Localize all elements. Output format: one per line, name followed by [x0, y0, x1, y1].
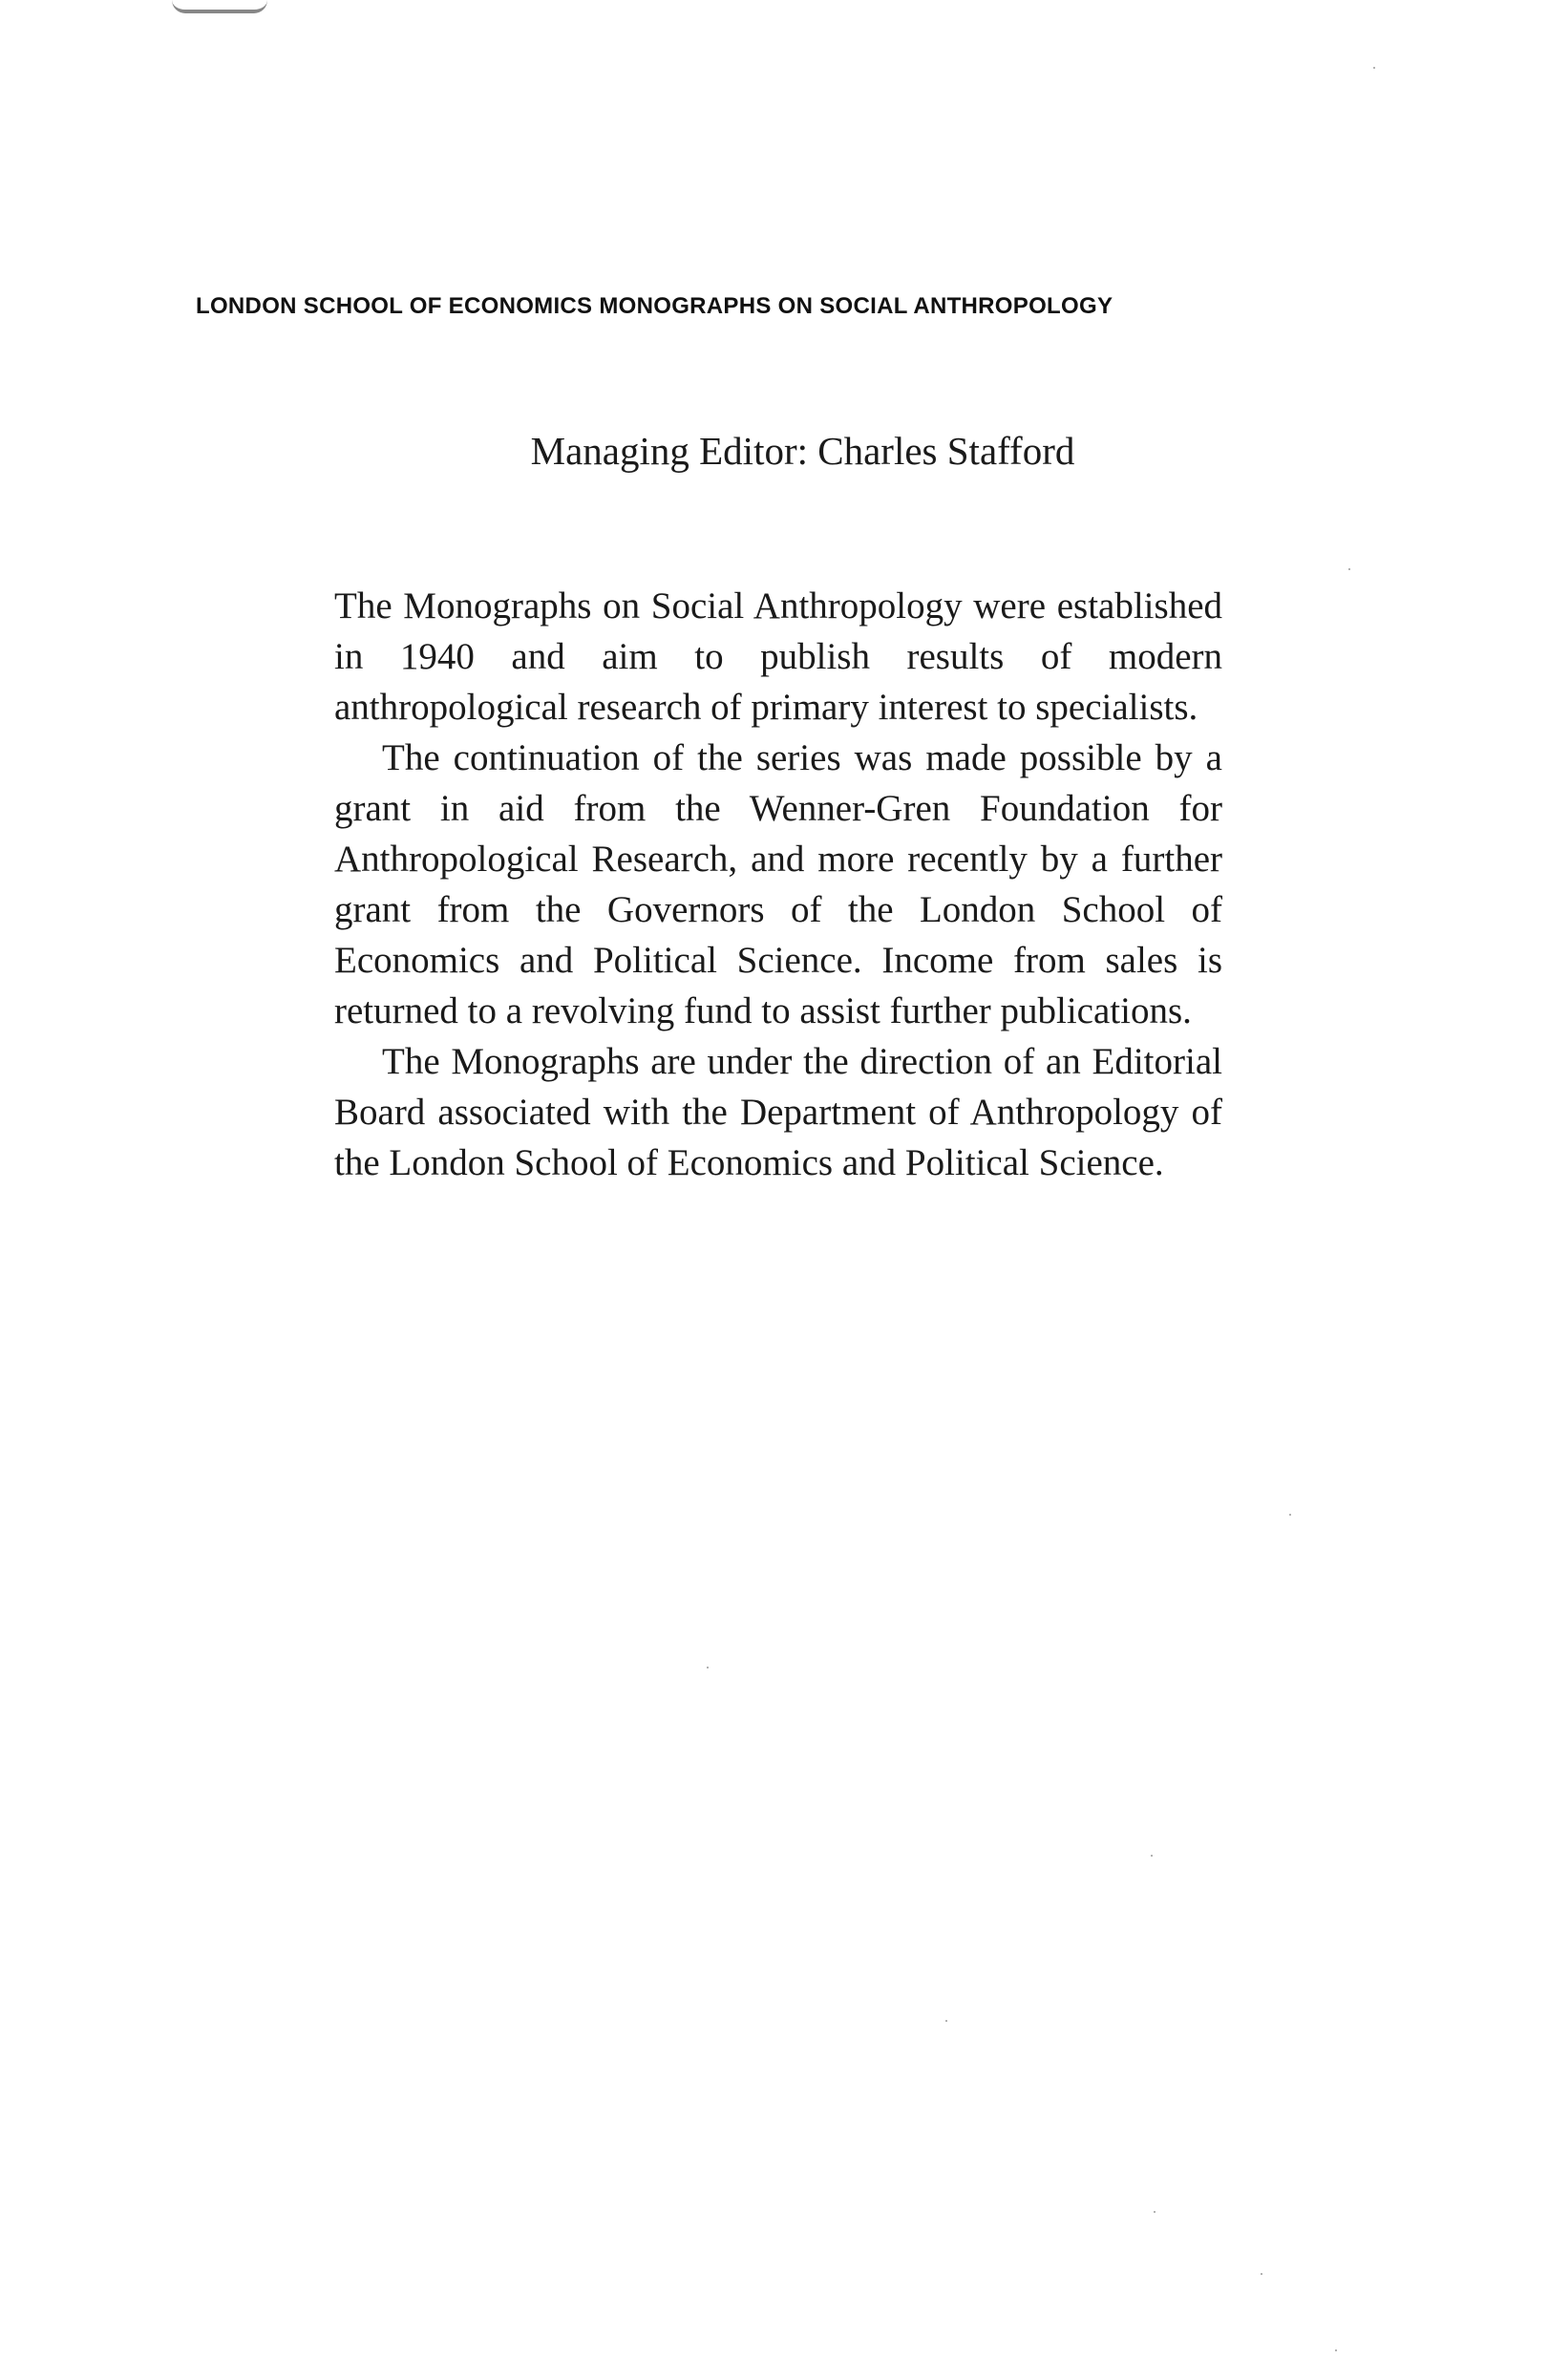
series-description — [334, 581, 1222, 1188]
scan-artifact-mark — [172, 0, 267, 13]
scan-speck — [1151, 1855, 1153, 1857]
scan-speck — [1289, 1514, 1291, 1516]
scan-speck — [945, 2020, 947, 2022]
scan-speck — [1154, 2211, 1156, 2213]
scan-speck — [1261, 2273, 1262, 2275]
paragraph-editorial-board: The Monographs are under the direction of an Editorial Board associated with the Department of Anthropology of the London School of Economics and Political Science. — [334, 1041, 1222, 1183]
scan-speck — [1335, 2349, 1337, 2351]
paragraph-funding: The continuation of the series was made possible by a grant in aid from the Wenner-Gren Foundation for Anthropological Research, and more recently by a further grant from the Governors of the London School of Economics and Political Science. Income from sales is returned to a revolving fund to assist further publications. — [334, 737, 1222, 1031]
scan-speck — [707, 1667, 709, 1668]
scan-speck — [1373, 67, 1375, 69]
series-title: LONDON SCHOOL OF ECONOMICS MONOGRAPHS ON SOCIAL ANTHROPOLOGY — [196, 293, 1113, 319]
paragraph-founding: The Monographs on Social Anthropology were established in 1940 and aim to publish results of modern anthropological research of primary interest to specialists. — [334, 585, 1222, 728]
managing-editor-line: Managing Editor: Charles Stafford — [530, 429, 1075, 473]
scan-speck — [1348, 568, 1350, 570]
